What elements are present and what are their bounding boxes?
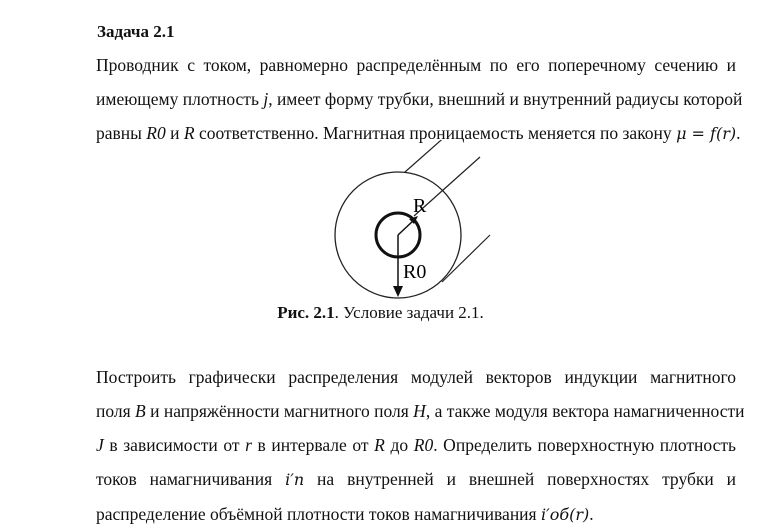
formula-mu: μ = f(r) (676, 124, 737, 143)
text-span: распределение объёмной плотности токов намагничивания (96, 504, 541, 524)
formula-i-surface: i′п (285, 470, 305, 489)
task-heading: Задача 2.1 (97, 22, 175, 41)
inner-radius-arrow (398, 220, 414, 235)
label-R0: R0 (403, 261, 427, 283)
text-span: на внутренней и внешней поверхностях трубки и (304, 469, 736, 489)
paragraph-line (96, 394, 745, 428)
problem-paragraph-1 (96, 48, 743, 151)
symbol-r: r (245, 435, 252, 455)
formula-i-volume: i′об(r) (540, 505, 590, 524)
symbol-R: R (183, 123, 195, 143)
tube-cross-section-figure (330, 140, 500, 300)
tangent-line-outer (405, 140, 448, 172)
text-span: , имеет форму трубки, внешний и внутренний радиусы которой (268, 89, 743, 109)
symbol-R: R (374, 435, 385, 455)
symbol-J: J (96, 435, 104, 455)
paragraph-line (96, 462, 736, 497)
paragraph-line (96, 360, 736, 394)
paragraph-line (96, 428, 736, 462)
text-span: равны (96, 123, 147, 143)
text-span: Проводник с током, равномерно распределённым по его поперечному сечению и (96, 55, 736, 75)
caption-label: Рис. 2.1 (277, 303, 335, 322)
paragraph-line (96, 497, 736, 532)
text-span: поля (96, 401, 136, 421)
paragraph-line (96, 48, 736, 82)
text-span: имеющему плотность (96, 89, 264, 109)
text-span: соответственно. Магнитная проницаемость меняется по закону (194, 123, 677, 143)
symbol-H: H (413, 401, 426, 421)
text-span: . (589, 504, 594, 524)
text-span: в зависимости от (103, 435, 246, 455)
text-span: токов намагничивания (96, 469, 286, 489)
caption-text: . Условие задачи 2.1. (334, 303, 484, 322)
paragraph-line (96, 82, 743, 116)
text-span: и (165, 123, 184, 143)
problem-paragraph-2 (96, 360, 745, 532)
outer-arrow-head (393, 286, 403, 297)
text-span: , а также модуля вектора намагниченности (425, 401, 745, 421)
symbol-R0: R0 (413, 435, 434, 455)
label-R: R (413, 195, 427, 217)
symbol-R0: R0 (146, 123, 166, 143)
text-span: . Определить поверхностную плотность (433, 435, 737, 455)
text-span: Построить графически распределения модулей векторов индукции магнитного (96, 367, 736, 387)
symbol-j: j (263, 89, 269, 109)
tangent-line-lower (442, 235, 490, 282)
symbol-B: B (135, 401, 146, 421)
text-span: и напряжённости магнитного поля (145, 401, 414, 421)
figure-caption (0, 303, 761, 323)
text-span: до (384, 435, 414, 455)
text-span: . (736, 123, 741, 143)
text-span: в интервале от (251, 435, 375, 455)
